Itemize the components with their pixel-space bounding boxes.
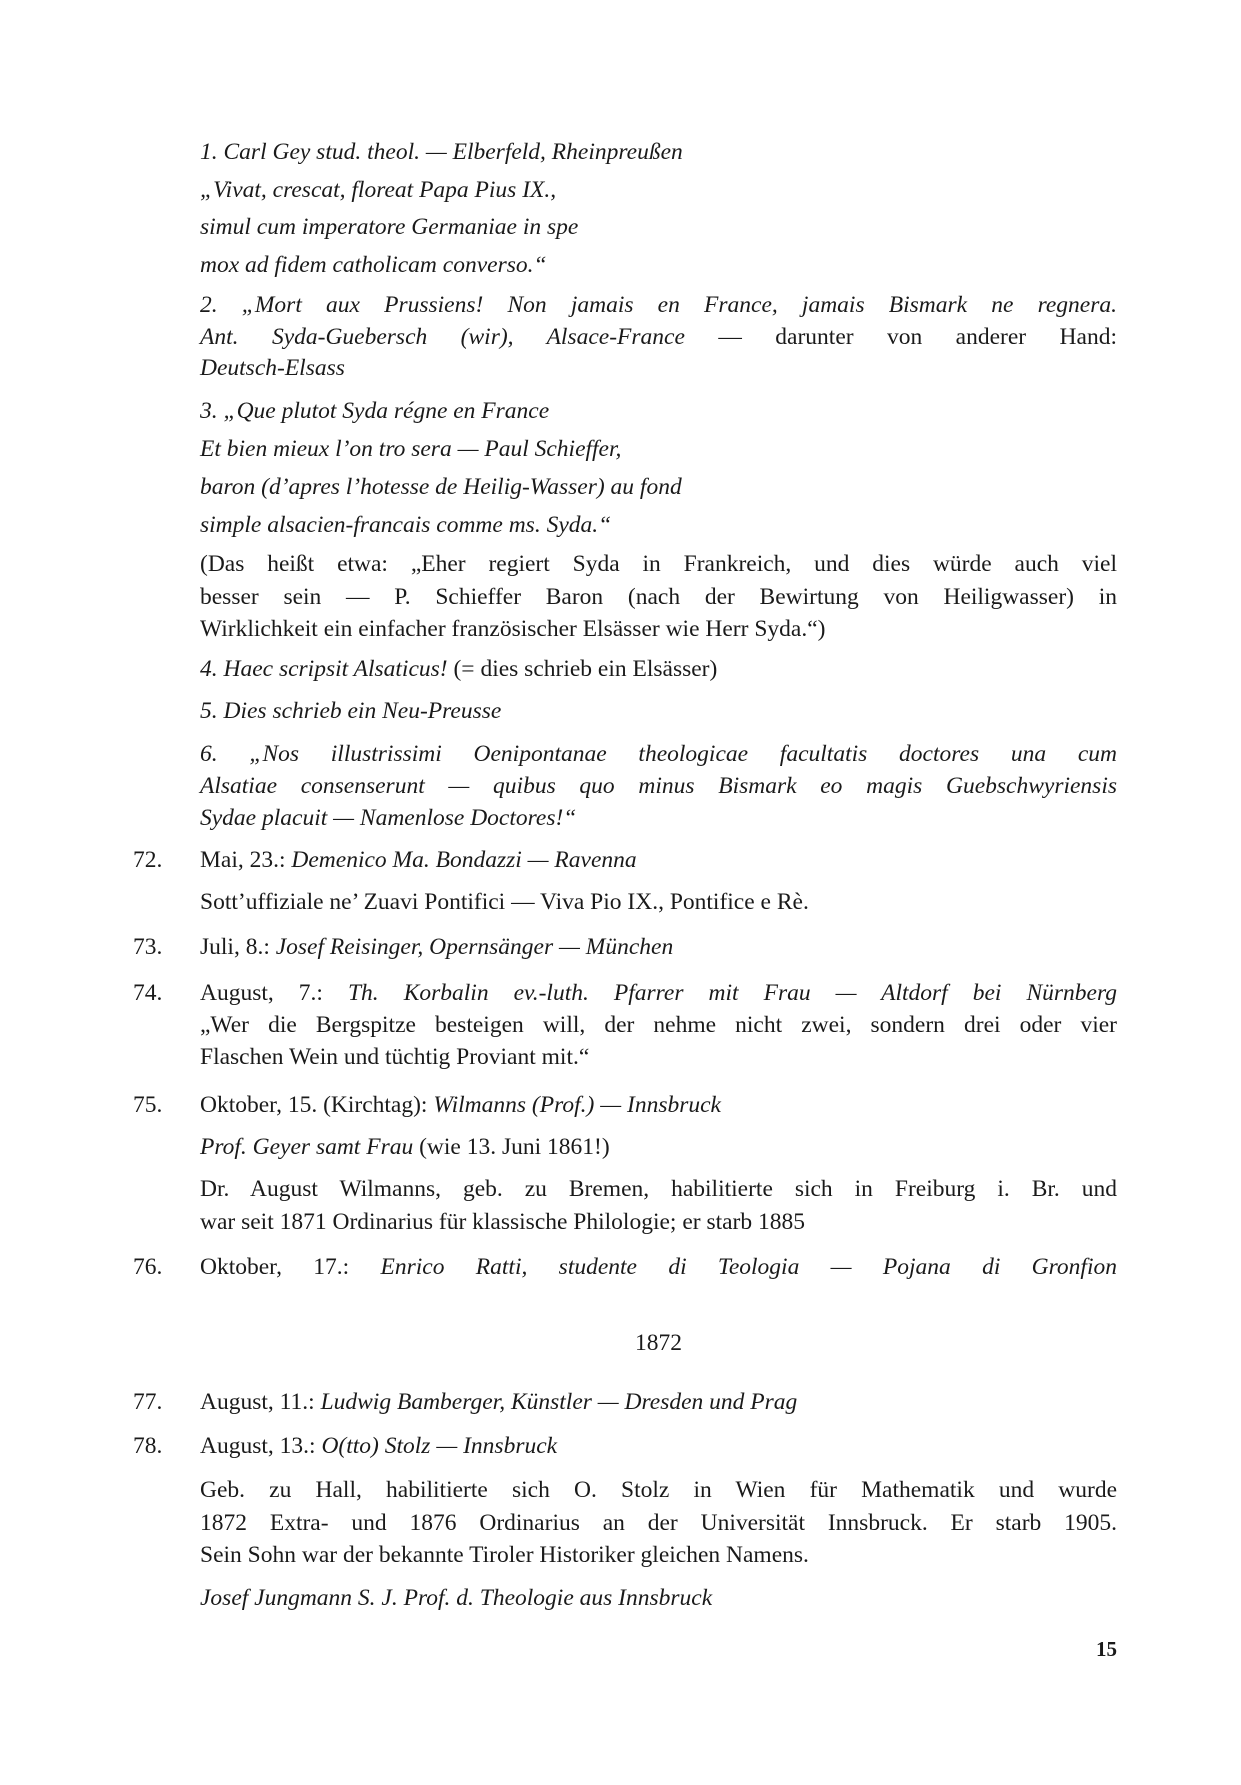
entry-71-line-9: Et bien mieux l’on tro sera — Paul Schieffer, xyxy=(200,436,622,462)
entry-71-line-18: Alsatiae consenserunt — quibus quo minus Bismark eo magis Guebschwyriensis xyxy=(200,773,1117,799)
entry-74-line-3: Flaschen Wein und tüchtig Proviant mit.“ xyxy=(200,1044,590,1070)
entry-74-date: August, 7.: xyxy=(200,980,323,1006)
entry-75-line-2a: Prof. Geyer samt Frau xyxy=(200,1134,414,1160)
entry-71-line-6a: Ant. Syda-Guebersch (wir), Alsace-France xyxy=(200,324,685,350)
entry-78-line-5: Josef Jungmann S. J. Prof. d. Theologie aus Innsbruck xyxy=(200,1585,713,1611)
entry-number: 75. xyxy=(133,1092,163,1118)
entry-71-line-19: Sydae placuit — Namenlose Doctores!“ xyxy=(200,805,577,831)
entry-77-date: August, 11.: xyxy=(200,1389,315,1415)
entry-75-line-2b: (wie 13. Juni 1861!) xyxy=(419,1134,610,1160)
entry-75-name: Wilmanns (Prof.) — Innsbruck xyxy=(433,1092,721,1118)
entry-74-line-2: „Wer die Bergspitze besteigen will, der nehme nicht zwei, sondern drei oder vier xyxy=(200,1012,1117,1038)
entry-74-name: Th. Korbalin ev.-luth. Pfarrer mit Frau — Altdorf bei Nürnberg xyxy=(347,980,1117,1006)
entry-72-name: Demenico Ma. Bondazzi — Ravenna xyxy=(291,847,637,873)
entry-78-name: O(tto) Stolz — Innsbruck xyxy=(321,1433,558,1459)
entry-71-line-17: 6. „Nos illustrissimi Oenipontanae theologicae facultatis doctores una cum xyxy=(200,741,1117,767)
entry-78-line-3: 1872 Extra- und 1876 Ordinarius an der Universität Innsbruck. Er starb 1905. xyxy=(200,1510,1117,1536)
page-number: 15 xyxy=(1096,1637,1117,1661)
entry-71-line-11: simple alsacien-francais comme ms. Syda.“ xyxy=(200,512,612,538)
entry-71-line-2: „Vivat, crescat, floreat Papa Pius IX., xyxy=(200,177,557,203)
entry-71-line-3: simul cum imperatore Germaniae in spe xyxy=(200,214,579,240)
entry-71-line-15b: (= dies schrieb ein Elsässer) xyxy=(453,656,718,682)
entry-71-line-6 xyxy=(200,322,1117,352)
entry-72-date: Mai, 23.: xyxy=(200,847,286,873)
entry-75-date: Oktober, 15. (Kirchtag): xyxy=(200,1092,428,1118)
entry-78-line-4: Sein Sohn war der bekannte Tiroler Historiker gleichen Namens. xyxy=(200,1542,809,1568)
entry-71-line-13: besser sein — P. Schieffer Baron (nach der Bewirtung von Heiligwasser) in xyxy=(200,584,1117,610)
entry-71-line-6b: — darunter von anderer Hand: xyxy=(718,324,1117,350)
entry-75-line-2 xyxy=(200,1132,1117,1162)
entry-71-line-10: baron (d’apres l’hotesse de Heilig-Wasser) au fond xyxy=(200,474,682,500)
entry-72-header xyxy=(200,845,1117,875)
entry-number: 76. xyxy=(133,1254,163,1280)
entry-number: 77. xyxy=(133,1389,163,1415)
entry-78-date: August, 13.: xyxy=(200,1433,316,1459)
entry-72-line-2: Sott’uffiziale ne’ Zuavi Pontifici — Viva Pio IX., Pontifice e Rè. xyxy=(200,889,809,915)
entry-number: 78. xyxy=(133,1433,163,1459)
entry-73-date: Juli, 8.: xyxy=(200,934,270,960)
year-heading: 1872 xyxy=(635,1330,682,1356)
entry-76-date: Oktober, 17.: xyxy=(200,1254,350,1280)
entry-74-header xyxy=(200,978,1117,1008)
entry-71-line-12: (Das heißt etwa: „Eher regiert Syda in Frankreich, und dies würde auch viel xyxy=(200,551,1117,577)
entry-71-line-4: mox ad fidem catholicam converso.“ xyxy=(200,252,547,278)
entry-73-name: Josef Reisinger, Opernsänger — München xyxy=(275,934,674,960)
entry-71-line-15 xyxy=(200,654,1117,684)
entry-number: 73. xyxy=(133,934,163,960)
entry-75-line-3: Dr. August Wilmanns, geb. zu Bremen, habilitierte sich in Freiburg i. Br. und xyxy=(200,1176,1117,1202)
entry-73-header xyxy=(200,932,1117,962)
entry-77-header xyxy=(200,1387,1117,1417)
entry-78-line-2: Geb. zu Hall, habilitierte sich O. Stolz in Wien für Mathematik und wurde xyxy=(200,1477,1117,1503)
entry-76-header xyxy=(200,1252,1117,1282)
entry-71-line-14: Wirklichkeit ein einfacher französischer Elsässer wie Herr Syda.“) xyxy=(200,616,826,642)
entry-71-line-8: 3. „Que plutot Syda régne en France xyxy=(200,398,550,424)
entry-71-line-1: 1. Carl Gey stud. theol. — Elberfeld, Rheinpreußen xyxy=(200,139,683,165)
entry-71-line-16: 5. Dies schrieb ein Neu-Preusse xyxy=(200,698,502,724)
entry-78-header xyxy=(200,1431,1117,1461)
entry-number: 72. xyxy=(133,847,163,873)
entry-76-name: Enrico Ratti, studente di Teologia — Pojana di Gronfion xyxy=(380,1254,1117,1280)
entry-71-line-7: Deutsch-Elsass xyxy=(200,355,345,381)
entry-71-line-15a: 4. Haec scripsit Alsaticus! xyxy=(200,656,448,682)
entry-75-line-4: war seit 1871 Ordinarius für klassische Philologie; er starb 1885 xyxy=(200,1209,806,1235)
entry-number: 74. xyxy=(133,980,163,1006)
entry-77-name: Ludwig Bamberger, Künstler — Dresden und Prag xyxy=(320,1389,798,1415)
entry-71-line-5: 2. „Mort aux Prussiens! Non jamais en France, jamais Bismark ne regnera. xyxy=(200,292,1117,318)
entry-75-header xyxy=(200,1090,1117,1120)
